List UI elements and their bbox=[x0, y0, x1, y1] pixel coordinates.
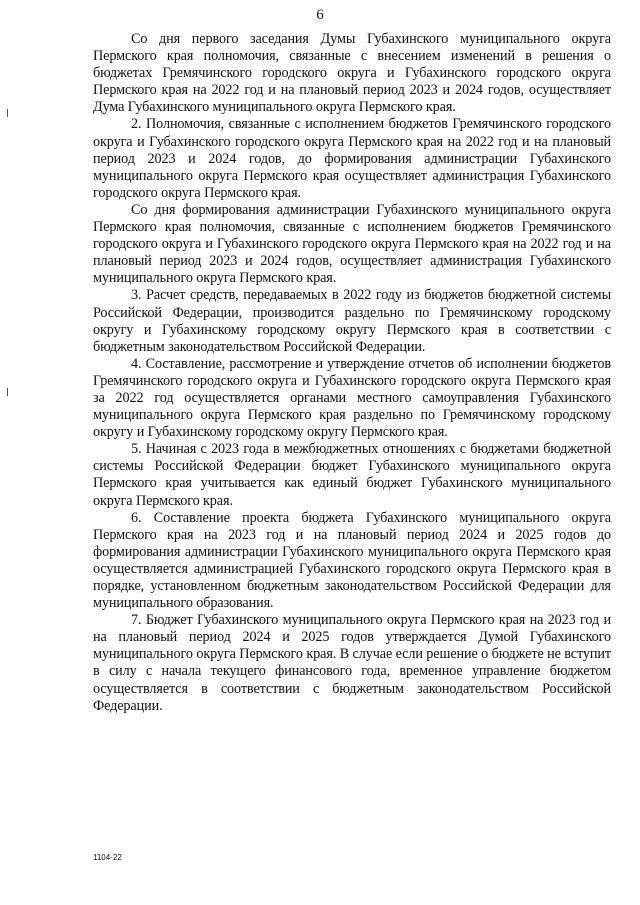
paragraph: 5. Начиная с 2023 года в межбюджетных отношениях с бюджетами бюджетной системы Российской Федерации бюджет Губахинского муниципального округа Пермского края учитывается как единый бюджет Губахинского муниципального округа Пермского края. bbox=[93, 441, 611, 509]
paragraph: 4. Составление, рассмотрение и утверждение отчетов об исполнении бюджетов Гремячинского городского округа и Губахинского городского округа Пермского края за 2022 год осуществляется органами местного самоуправления Губахинского муниципального округа Пермского края раздельно по Гремячинскому городскому округу и Губахинскому городскому округу Пермского края. bbox=[93, 355, 611, 441]
document-body bbox=[93, 31, 611, 715]
scan-mark bbox=[7, 109, 8, 117]
paragraph: Со дня формирования администрации Губахинского муниципального округа Пермского края полномочия, связанные с исполнением бюджетов Гремячинского городского округа и Губахинского городского округа Пермского края на 2022 год и на плановый период 2023 и 2024 годов, осуществляет администрация Губахинского муниципального округа Пермского края. bbox=[93, 201, 611, 287]
paragraph: 7. Бюджет Губахинского муниципального округа Пермского края на 2023 год и на плановый период 2024 и 2025 годов утверждается Думой Губахинского муниципального округа Пермского края. В случае если решение о бюджете не вступит в силу с начала текущего финансового года, временное управление бюджетом осуществляется в соответствии с бюджетным законодательством Российской Федерации. bbox=[93, 612, 611, 714]
page-number: 6 bbox=[316, 7, 324, 23]
paragraph: 2. Полномочия, связанные с исполнением бюджетов Гремячинского городского округа и Губахинского городского округа Пермского края на 2022 год и на плановый период 2023 и 2024 годов, до формирования администрации Губахинского муниципального округа Пермского края осуществляет администрация Губахинского городского округа Пермского края. bbox=[93, 116, 611, 201]
paragraph: 3. Расчет средств, передаваемых в 2022 году из бюджетов бюджетной системы Российской Федерации, производится раздельно по Гремячинскому городскому округу и Губахинскому городскому округу Пермского края в соответствии с бюджетным законодательством Российской Федерации. bbox=[93, 287, 611, 355]
scan-mark bbox=[7, 388, 8, 396]
paragraph: Со дня первого заседания Думы Губахинского муниципального округа Пермского края полномочия, связанные с внесением изменений в решения о бюджетах Гремячинского городского округа и Губахинского городского округа Пермского края на 2022 год и на плановый период 2023 и 2024 годов, осуществляет Дума Губахинского муниципального округа Пермского края. bbox=[93, 31, 611, 116]
footer-document-code: 1104-22 bbox=[93, 853, 122, 862]
paragraph: 6. Составление проекта бюджета Губахинского муниципального округа Пермского края на 2023 год и на плановый период 2024 и 2025 годов до формирования администрации Губахинского муниципального округа Пермского края осуществляется администрацией Губахинского городского округа Пермского края в порядке, установленном бюджетным законодательством Российской Федерации для муниципального образования. bbox=[93, 509, 611, 612]
